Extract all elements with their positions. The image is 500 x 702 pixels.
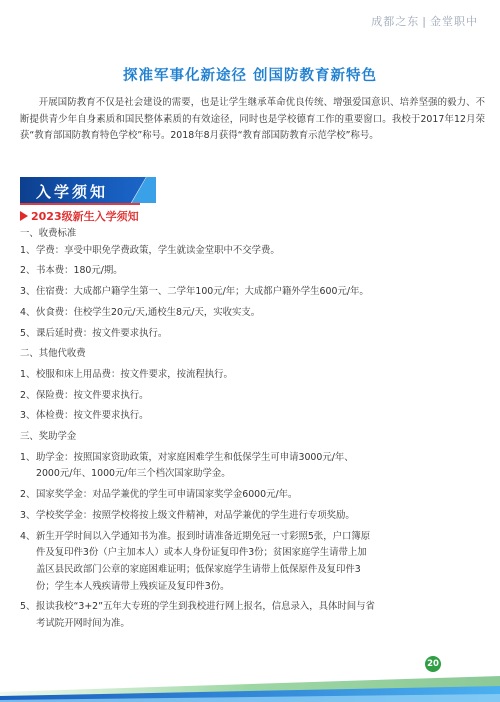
article-title: 探准军事化新途径 创国防教育新特色	[122, 68, 378, 84]
list-item-continuation: 件及复印件3份（户主加本人）或本人身份证复印件3份；贫困家庭学生请带上加	[36, 547, 367, 559]
list-item: 3、 体检费：按文件要求执行。	[20, 410, 149, 422]
banner-underline	[20, 203, 140, 205]
page-header	[371, 13, 478, 29]
list-item: 5、 课后延时费：按文件要求执行。	[20, 327, 168, 339]
list-item: 4、 伙食费：住校学生20元/天,通校生8元/天，实收实支。	[20, 306, 261, 318]
list-item: 5、 报读我校“3+2”五年大专班的学生到我校进行网上报名，信息录入，具体时间与省	[20, 601, 375, 613]
subtitle	[20, 208, 139, 224]
list-item-continuation: 2000元/年、1000元/年三个档次国家助学金。	[36, 468, 231, 480]
section-banner	[20, 177, 156, 203]
intro-paragraph: 开展国防教育不仅是社会建设的需要，也是让学生继承革命优良传统、增强爱国意识、培养坚强的毅力、不断提供青少年自身素质和国民整体素质的有效途径，同时也是学校德育工作的重要窗口。我校于2017年12月荣获“教育部国防教育特色学校”称号。2018年8月获得“教育部国防教育示范学校”称号。	[20, 97, 485, 142]
list-item-continuation: 份；学生本人残疾请带上残疾证及复印件3份。	[36, 580, 230, 592]
header-school-region: 成都之东	[371, 15, 420, 28]
subtitle-text: 2023级新生入学须知	[31, 210, 139, 223]
section-heading-other-fees: 二、其他代收费	[20, 348, 86, 360]
list-item-continuation: 考试院开网时间为准。	[36, 618, 130, 630]
list-item: 1、 学费：享受中职免学费政策，学生就读金堂职中不交学费。	[20, 244, 280, 256]
arrow-right-icon	[20, 211, 28, 221]
page-number-badge: 20	[425, 656, 441, 672]
bottom-decoration	[0, 662, 500, 702]
header-school-name: 金堂职中	[430, 15, 478, 28]
list-item: 1、 助学金：按照国家资助政策，对家庭困难学生和低保学生可申请3000元/年、	[20, 451, 354, 463]
list-item: 4、 新生开学时间以入学通知书为准。报到时请准备近期免冠一寸彩照5张，户口簿原	[20, 530, 371, 542]
list-item: 2、 国家奖学金：对品学兼优的学生可申请国家奖学金6000元/年。	[20, 489, 298, 501]
list-item: 2、 保险费：按文件要求执行。	[20, 389, 149, 401]
list-item: 1、 校服和床上用品费：按文件要求，按流程执行。	[20, 368, 233, 380]
list-item: 3、 学校奖学金：按照学校将按上级文件精神，对品学兼优的学生进行专项奖励。	[20, 509, 355, 521]
section-heading-fees: 一、收费标准	[20, 228, 77, 239]
list-item: 3、 住宿费：大成都户籍学生第一、二学年100元/年；大成都户籍外学生600元/年。	[20, 286, 369, 298]
banner-label: 入学须知	[36, 183, 109, 201]
list-item: 2、 书本费：180元/期。	[20, 265, 123, 277]
section-heading-scholarships: 三、奖助学金	[20, 431, 77, 443]
list-item-continuation: 盖区县民政部门公章的家庭困难证明；低保家庭学生请带上低保原件及复印件3	[36, 563, 361, 575]
notice-content	[20, 226, 490, 633]
header-separator: |	[422, 15, 427, 28]
